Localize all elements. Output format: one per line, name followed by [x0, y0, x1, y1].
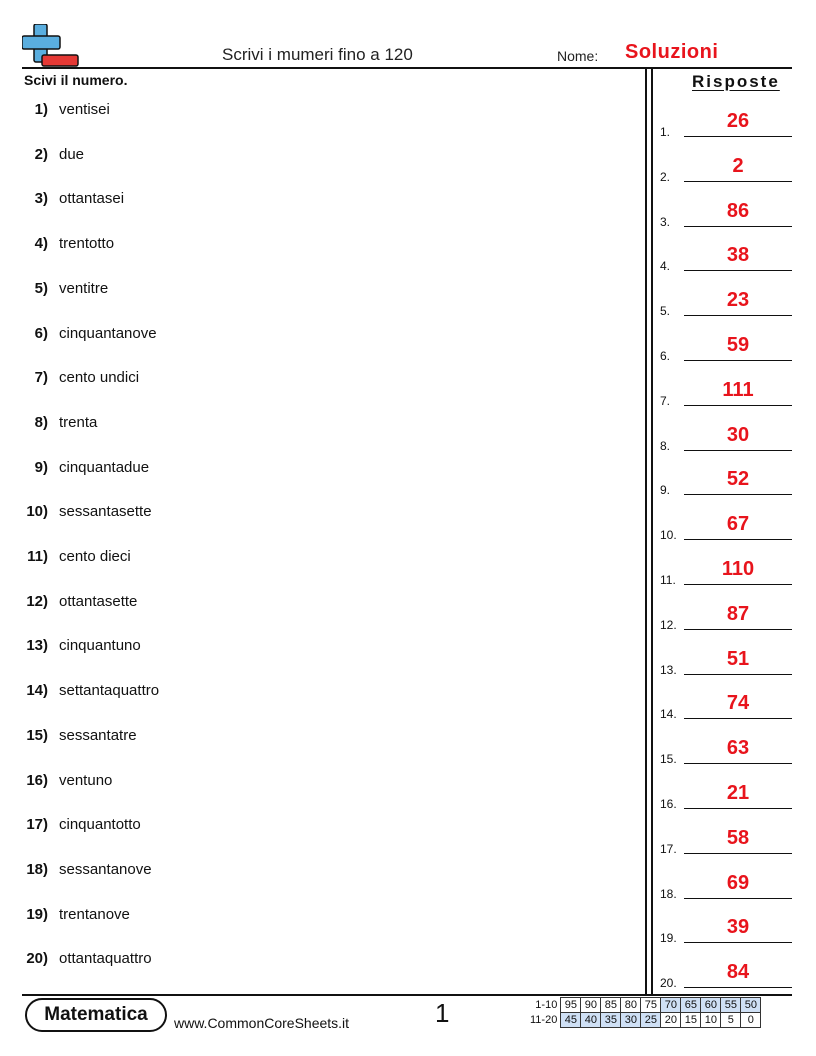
answer-line — [684, 270, 792, 271]
answer-line — [684, 853, 792, 854]
question-item — [0, 816, 620, 836]
answer-number: 12. — [660, 617, 677, 632]
score-cell: 0 — [741, 1013, 761, 1028]
answer-line — [684, 898, 792, 899]
score-cell: 85 — [601, 998, 621, 1013]
answer-line — [684, 539, 792, 540]
question-number: 9) — [34, 458, 48, 476]
column-divider — [645, 69, 647, 994]
answer-value: 59 — [726, 334, 750, 356]
answer-line — [684, 584, 792, 585]
answer-number: 17. — [660, 841, 677, 856]
question-item — [0, 190, 620, 210]
answer-line — [684, 718, 792, 719]
answer-item — [660, 602, 792, 632]
answer-value: 58 — [726, 826, 750, 849]
answer-number: 3. — [660, 214, 671, 229]
score-cell: 60 — [701, 998, 721, 1013]
answer-value: 63 — [726, 737, 750, 760]
score-cell: 40 — [581, 1013, 601, 1028]
question-item — [0, 101, 620, 121]
answer-number: 5. — [660, 304, 671, 319]
footer-divider — [22, 994, 792, 996]
score-cell: 70 — [661, 998, 681, 1013]
answer-item — [660, 154, 792, 184]
answer-line — [684, 942, 792, 943]
answer-number: 13. — [660, 662, 677, 677]
instructions: Scivi il numero. — [24, 72, 128, 88]
score-table — [528, 997, 761, 1028]
answer-value: 67 — [726, 513, 750, 536]
question-item — [0, 235, 620, 255]
brand-label: Matematica — [44, 1004, 148, 1025]
answer-number: 9. — [660, 483, 671, 498]
question-text: ventitre — [59, 279, 109, 297]
answer-item — [660, 915, 792, 945]
score-cell: 35 — [601, 1013, 621, 1028]
score-row-label: 11-20 — [530, 1014, 558, 1026]
question-text: ottantasei — [59, 190, 125, 208]
score-cell: 65 — [681, 998, 701, 1013]
answer-line — [684, 360, 792, 361]
question-number: 11) — [27, 548, 48, 565]
question-item — [0, 414, 620, 434]
score-cell: 10 — [701, 1013, 721, 1028]
answer-number: 14. — [660, 707, 677, 722]
question-text: cento undici — [59, 369, 140, 387]
question-number: 13) — [26, 637, 48, 655]
answer-item — [660, 647, 792, 677]
score-cell: 80 — [621, 998, 641, 1013]
answer-value: 74 — [726, 692, 750, 715]
question-item — [0, 861, 620, 881]
question-item — [0, 459, 620, 479]
plus-minus-icon — [22, 24, 80, 68]
question-text: sessantasette — [59, 503, 152, 521]
answer-item — [660, 512, 792, 542]
answer-value: 51 — [726, 647, 750, 670]
answer-number: 10. — [660, 528, 677, 543]
score-cell: 95 — [561, 998, 581, 1013]
question-item — [0, 906, 620, 926]
score-cell: 45 — [561, 1013, 581, 1028]
score-row — [528, 998, 761, 1013]
question-item — [0, 727, 620, 747]
answer-number: 4. — [660, 259, 671, 274]
question-item — [0, 593, 620, 613]
answers-heading: Risposte — [692, 72, 780, 91]
answer-value: 87 — [726, 602, 750, 625]
column-divider — [651, 69, 653, 994]
answer-number: 2. — [660, 169, 671, 184]
question-text: due — [59, 145, 85, 163]
answer-number: 8. — [660, 438, 671, 453]
answer-number: 15. — [660, 752, 677, 767]
question-item — [0, 548, 620, 568]
website-link[interactable]: www.CommonCoreSheets.it — [174, 1015, 350, 1031]
answer-line — [684, 808, 792, 809]
answer-item — [660, 199, 792, 229]
score-cell: 75 — [641, 998, 661, 1013]
answer-number: 16. — [660, 797, 677, 811]
score-cell: 50 — [741, 998, 761, 1013]
answer-value: 52 — [726, 468, 750, 491]
question-item — [0, 682, 620, 702]
question-text: ottantasette — [59, 592, 138, 610]
question-number: 18) — [26, 860, 48, 878]
answer-number: 7. — [660, 393, 671, 408]
answer-item — [660, 243, 792, 273]
score-row — [528, 1013, 761, 1028]
question-number: 4) — [34, 235, 48, 253]
answer-number: 18. — [660, 886, 677, 901]
question-text: sessantanove — [59, 860, 152, 878]
question-number: 3) — [34, 190, 48, 208]
answer-item — [660, 871, 792, 901]
answer-line — [684, 136, 792, 137]
question-text: cinquantotto — [59, 816, 141, 834]
score-cell: 25 — [641, 1013, 661, 1028]
question-number: 2) — [34, 145, 48, 163]
answer-value: 111 — [722, 378, 754, 401]
answer-line — [684, 763, 792, 764]
answer-line — [684, 629, 792, 630]
answer-item — [660, 736, 792, 766]
answer-line — [684, 226, 792, 227]
question-text: settantaquattro — [59, 682, 160, 700]
question-text: trenta — [59, 413, 98, 431]
answer-line — [684, 405, 792, 406]
answer-value: 21 — [726, 782, 750, 804]
question-item — [0, 950, 620, 970]
question-number: 17) — [26, 816, 48, 834]
score-row-label: 1-10 — [535, 999, 558, 1011]
answer-line — [684, 315, 792, 316]
answer-number: 6. — [660, 349, 671, 363]
question-item — [0, 772, 620, 792]
answer-value: 69 — [726, 871, 750, 894]
question-number: 19) — [26, 905, 48, 923]
question-item — [0, 325, 620, 345]
question-number: 8) — [34, 413, 48, 431]
answer-number: 1. — [660, 125, 671, 139]
answer-item — [660, 333, 792, 363]
score-cell: 30 — [621, 1013, 641, 1028]
brand-badge — [25, 998, 167, 1032]
answer-value: 110 — [721, 558, 755, 580]
question-text: cinquantadue — [59, 458, 150, 476]
answer-value: 39 — [726, 916, 750, 939]
answer-line — [684, 674, 792, 675]
answer-value: 30 — [726, 423, 750, 446]
answer-item — [660, 826, 792, 856]
answer-item — [660, 557, 792, 587]
question-number: 6) — [34, 324, 48, 342]
answer-number: 20. — [660, 976, 677, 991]
question-number: 1) — [34, 101, 48, 118]
question-number: 15) — [26, 726, 48, 744]
question-number: 10) — [26, 503, 48, 521]
question-text: ventuno — [59, 771, 113, 789]
answer-value: 26 — [726, 110, 750, 132]
answer-item — [660, 423, 792, 453]
answer-item — [660, 467, 792, 497]
answer-item — [660, 781, 792, 811]
question-item — [0, 146, 620, 166]
score-cell: 20 — [661, 1013, 681, 1028]
question-text: sessantatre — [59, 726, 137, 744]
worksheet-title: Scrivi i mumeri fino a 120 — [222, 45, 413, 64]
question-text: trentanove — [59, 905, 130, 923]
answer-item — [660, 288, 792, 318]
score-cell: 15 — [681, 1013, 701, 1028]
question-text: cento dieci — [59, 548, 131, 565]
question-text: ottantaquattro — [59, 950, 152, 968]
question-number: 5) — [34, 279, 48, 297]
name-label: Nome: — [557, 48, 599, 64]
answer-item — [660, 109, 792, 139]
question-item — [0, 280, 620, 300]
score-cell: 5 — [721, 1013, 741, 1028]
answer-value: 38 — [726, 244, 750, 267]
score-cell: 55 — [721, 998, 741, 1013]
question-text: cinquantanove — [59, 324, 157, 342]
answer-line — [684, 987, 792, 988]
question-item — [0, 503, 620, 523]
name-value: Soluzioni — [625, 41, 719, 63]
question-text: cinquantuno — [59, 637, 141, 655]
header-divider — [22, 67, 792, 69]
answer-item — [660, 960, 792, 990]
question-item — [0, 637, 620, 657]
page-number: 1 — [435, 998, 450, 1028]
answer-value: 23 — [726, 289, 750, 312]
question-item — [0, 369, 620, 389]
answer-number: 11. — [660, 573, 676, 587]
answer-value: 86 — [726, 199, 750, 222]
answer-number: 19. — [660, 931, 677, 946]
question-number: 12) — [26, 592, 48, 610]
question-number: 14) — [26, 682, 48, 700]
question-text: trentotto — [59, 235, 115, 253]
answer-item — [660, 691, 792, 721]
answer-line — [684, 181, 792, 182]
answer-item — [660, 378, 792, 408]
question-number: 16) — [26, 771, 48, 789]
answer-value: 84 — [726, 961, 750, 984]
question-number: 20) — [26, 950, 48, 968]
answer-value: 2 — [732, 154, 744, 177]
answer-line — [684, 494, 792, 495]
question-text: ventisei — [59, 101, 110, 118]
score-cell: 90 — [581, 998, 601, 1013]
question-number: 7) — [34, 369, 48, 387]
answer-line — [684, 450, 792, 451]
